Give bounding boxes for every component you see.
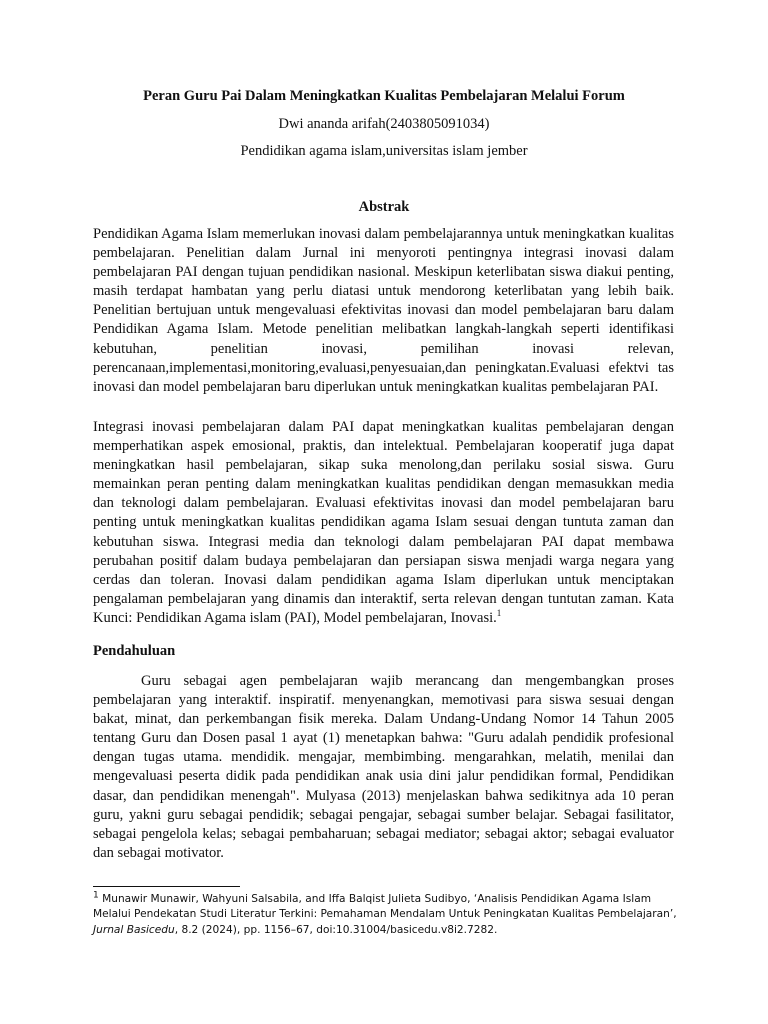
- footnote-text-after: , 8.2 (2024), pp. 1156–67, doi:10.31004/basicedu.v8i2.7282.: [174, 923, 498, 936]
- paper-title: Peran Guru Pai Dalam Meningkatkan Kualitas Pembelajaran Melalui Forum: [143, 88, 625, 104]
- footnote: [93, 892, 683, 938]
- footnote-separator: [93, 886, 240, 887]
- abstract-paragraph-1-text: Pendidikan Agama Islam memerlukan inovasi dalam pembelajarannya untuk meningkatkan kualitas pembelajaran. Penelitian dalam Jurnal ini menyoroti pentingnya integrasi inovasi dalam pembelajaran PAI dengan tujuan pendidikan nasional. Meskipun keterlibatan siswa diakui penting, masih terdapat hambatan yang perlu diatasi untuk mendorong keterlibatan yang lebih baik. Penelitian bertujuan untuk mengevaluasi efektivitas inovasi dan model pembelajaran baru dalam Pendidikan Agama Islam. Metode penelitian melibatkan langkah-langkah seperti identifikasi kebutuhan, penelitian inovasi, pemilihan inovasi relevan, perencanaan,implementasi,monitoring,evaluasi,penyesuaian,dan peningkatan.Evaluasi efektvi tas inovasi dan model pembelajaran baru diperlukan untuk meningkatkan kualitas pembelajaran PAI.: [93, 226, 674, 395]
- footnote-text-before: Munawir Munawir, Wahyuni Salsabila, and Iffa Balqist Julieta Sudibyo, ‘Analisis Pendidikan Agama Islam Melalui Pendekatan Studi Literatur Terkini: Pemahaman Mendalam Untuk Peningkatan Kualitas Pembelajaran’,: [93, 893, 677, 921]
- affiliation-line: Pendidikan agama islam,universitas islam jember: [240, 143, 528, 159]
- author-line: Dwi ananda arifah(2403805091034): [278, 116, 490, 132]
- intro-paragraph: [93, 672, 674, 863]
- abstract-heading: Abstrak: [358, 199, 410, 215]
- abstract-paragraph-2-text: Integrasi inovasi pembelajaran dalam PAI dapat meningkatkan kualitas pembelajaran dengan memperhatikan aspek emosional, praktis, dan intelektual. Pembelajaran kooperatif juga dapat meningkatkan hasil pembelajaran, sikap suka menolong,dan perilaku sosial siswa. Guru memainkan peran penting dalam meningkatkan kualitas pendidikan dengan memasukkan media dan teknologi dalam pembelajaran. Evaluasi efektivitas inovasi dan model pembelajaran baru penting untuk meningkatkan kualitas pendidikan agama Islam sesuai dengan tuntuta zaman dan kebutuhan siswa. Integrasi media dan teknologi dalam pembelajaran PAI dapat membawa perubahan positif dalam budaya pembelajaran dan persiapan siswa menjadi warga negara yang cerdas dan toleran. Inovasi dalam pendidikan agama Islam diperlukan untuk menciptakan pengalaman pembelajaran yang dinamis dan interaktif, serta relevan dengan tuntutan zaman. Kata Kunci: Pendidikan Agama islam (PAI), Model pembelajaran, Inovasi.: [93, 419, 674, 626]
- intro-paragraph-text: Guru sebagai agen pembelajaran wajib merancang dan mengembangkan proses pembelajaran yang interaktif. inspiratif. menyenangkan, memotivasi para siswa sesuai dengan bakat, minat, dan perkembangan fisik mereka. Dalam Undang-Undang Nomor 14 Tahun 2005 tentang Guru dan Dosen pasal 1 ayat (1) menetapkan bahwa: "Guru adalah pendidik profesional dengan tugas utama. mendidik. mengajar, membimbing. mengarahkan, melatih, menilai dan mengevaluasi peserta didik pada pendidikan anak usia dini jalur pendidikan formal, Pendidikan dasar, dan pendidikan menengah". Mulyasa (2013) menjelaskan bahwa sedikitnya ada 10 peran guru, yakni guru sebagai pendidik; sebagai pengajar, sebagai sumber belajar. Sebagai fasilitator, sebagai pengelola kelas; sebagai pembaharuan; sebagai mediator; sebagai aktor; sebagai evaluator dan sebagai motivator.: [93, 673, 674, 861]
- section-heading-pendahuluan: Pendahuluan: [93, 643, 176, 659]
- footnote-journal: Jurnal Basicedu: [93, 923, 175, 936]
- abstract-paragraph-2: [93, 418, 674, 628]
- footnote-reference[interactable]: 1: [496, 608, 502, 619]
- footnote-number: 1: [93, 890, 99, 901]
- abstract-paragraph-1: [93, 225, 674, 397]
